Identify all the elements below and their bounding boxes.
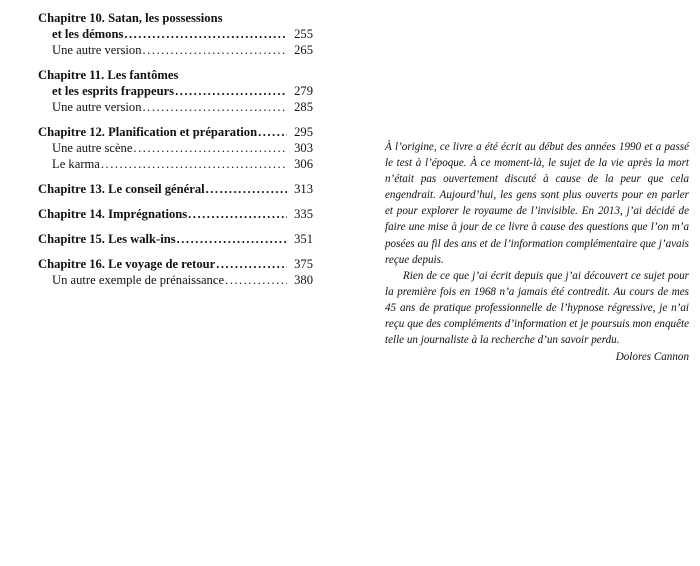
leader-dots	[133, 140, 287, 156]
table-of-contents	[38, 10, 313, 297]
toc-chapter-12	[38, 124, 313, 172]
toc-page-number: 351	[294, 232, 313, 246]
toc-chapter-13	[38, 181, 313, 197]
toc-chapter-heading	[38, 10, 313, 26]
preface-note	[385, 139, 689, 365]
toc-chapter-heading-cont	[38, 26, 313, 42]
toc-entry	[38, 156, 313, 172]
toc-page-number: 313	[294, 182, 313, 196]
leader-dots	[143, 42, 287, 58]
toc-chapter-heading	[38, 67, 313, 83]
author-signature: Dolores Cannon	[615, 351, 689, 364]
leader-dots	[175, 83, 287, 99]
toc-chapter-heading-cont	[38, 83, 313, 99]
preface-paragraph-1: À l’origine, ce livre a été écrit au début des années 1990 et a passé le test à l’époque. À ce moment-là, le sujet de la vie après la mort n’était pas ouvertement discuté à cause de la peur que cela engendrait. Aujourd’hui, les gens sont plus ouverts pour en parler et pour explorer le royaume de l’invisible. En 2013, j’ai décidé de faire une mise à jour de ce livre à cause des questions que l’on m’a posées au fil des ans et de l’information complémentaire que j’avais reçue depuis.	[385, 141, 689, 266]
toc-entry	[38, 140, 313, 156]
toc-chapter-15	[38, 231, 313, 247]
leader-dots	[206, 181, 287, 197]
toc-page-number: 285	[294, 100, 313, 114]
toc-page-number: 380	[294, 273, 313, 287]
leader-dots	[124, 26, 287, 42]
toc-chapter-title-cont: et les démons	[52, 27, 124, 41]
leader-dots	[258, 124, 287, 140]
preface-paragraph-2: Rien de ce que j’ai écrit depuis que j’ai découvert ce sujet pour la première fois en 1968 n’a jamais été contredit. Au cours de mes 45 ans de pratique professionnelle de l’hypnose régressive, je n’ai reçu que des compléments d’information et je poursuis mon enquête telle un journaliste à la recherche d’un savoir perdu.	[385, 269, 689, 347]
toc-entry-label: Une autre version	[52, 100, 142, 114]
toc-chapter-title: Chapitre 16. Le voyage de retour	[38, 257, 216, 271]
toc-page-number: 335	[294, 207, 313, 221]
leader-dots	[216, 256, 287, 272]
toc-page-number: 279	[294, 84, 313, 98]
toc-chapter-heading	[38, 206, 313, 222]
toc-chapter-title: Chapitre 14. Imprégnations	[38, 207, 188, 221]
toc-chapter-heading	[38, 181, 313, 197]
toc-page-number: 265	[294, 43, 313, 57]
toc-entry	[38, 42, 313, 58]
toc-chapter-title: Chapitre 10. Satan, les possessions	[38, 11, 223, 25]
toc-entry-label: Une autre version	[52, 43, 142, 57]
leader-dots	[101, 156, 287, 172]
toc-page-number: 255	[294, 27, 313, 41]
toc-chapter-14	[38, 206, 313, 222]
toc-entry	[38, 272, 313, 288]
toc-entry-label: Un autre exemple de prénaissance	[52, 273, 225, 287]
toc-chapter-heading	[38, 124, 313, 140]
toc-chapter-title: Chapitre 12. Planification et préparation	[38, 125, 258, 139]
toc-chapter-heading	[38, 231, 313, 247]
toc-entry-label: Le karma	[52, 157, 100, 171]
toc-chapter-title-cont: et les esprits frappeurs	[52, 84, 175, 98]
toc-chapter-heading	[38, 256, 313, 272]
leader-dots	[188, 206, 287, 222]
toc-entry	[38, 99, 313, 115]
toc-page-number: 375	[294, 257, 313, 271]
toc-chapter-title: Chapitre 13. Le conseil général	[38, 182, 205, 196]
leader-dots	[143, 99, 287, 115]
toc-page-number: 295	[294, 125, 313, 139]
toc-chapter-10	[38, 10, 313, 58]
toc-chapter-title: Chapitre 11. Les fantômes	[38, 68, 179, 82]
leader-dots	[225, 272, 287, 288]
toc-chapter-11	[38, 67, 313, 115]
toc-chapter-title: Chapitre 15. Les walk-ins	[38, 232, 176, 246]
toc-page-number: 306	[294, 157, 313, 171]
toc-entry-label: Une autre scène	[52, 141, 133, 155]
leader-dots	[177, 231, 287, 247]
toc-chapter-16	[38, 256, 313, 288]
toc-page-number: 303	[294, 141, 313, 155]
